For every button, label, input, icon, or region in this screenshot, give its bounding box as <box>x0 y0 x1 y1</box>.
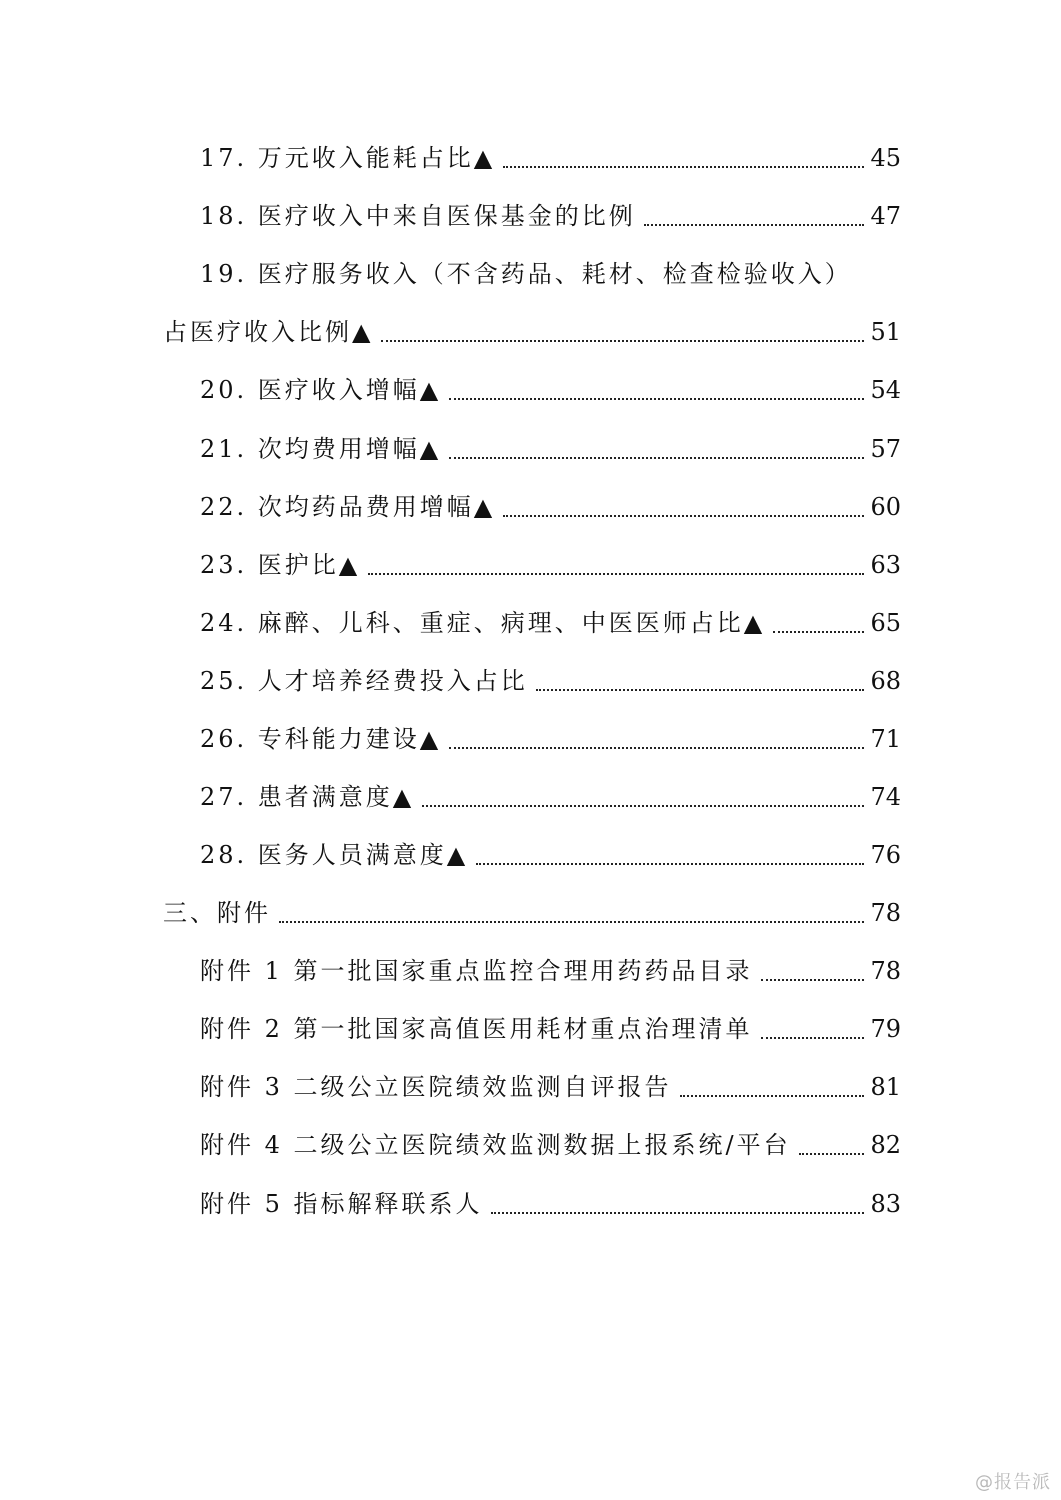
toc-page-number: 65 <box>870 609 901 637</box>
toc-entry[interactable] <box>0 719 1061 759</box>
toc-entry-label: 23. 医护比▲ <box>200 551 361 579</box>
toc-entry[interactable] <box>0 429 1061 469</box>
toc-entry[interactable] <box>0 545 1061 585</box>
toc-entry-label: 24. 麻醉、儿科、重症、病理、中医医师占比▲ <box>200 609 766 637</box>
toc-section[interactable] <box>0 893 1061 933</box>
toc-page-number: 57 <box>870 435 901 463</box>
toc-entry[interactable] <box>0 196 1061 236</box>
toc-section-label: 三、附件 <box>163 899 271 927</box>
toc-page-number: 71 <box>870 725 901 753</box>
toc-page-number: 78 <box>870 957 901 985</box>
dot-leader <box>449 747 864 749</box>
toc-page-number: 82 <box>870 1131 901 1159</box>
toc-entry-label: 附件 3 二级公立医院绩效监测自评报告 <box>200 1073 672 1101</box>
toc-page-number: 63 <box>870 551 901 579</box>
dot-leader <box>491 1212 865 1214</box>
toc-appendix-entry[interactable] <box>0 1125 1061 1165</box>
dot-leader <box>773 631 864 633</box>
dot-leader <box>503 166 864 168</box>
toc-entry-label: 18. 医疗收入中来自医保基金的比例 <box>200 202 636 230</box>
toc-page-number: 54 <box>870 376 901 404</box>
toc-page-number: 51 <box>870 318 901 346</box>
watermark: @报告派 <box>975 1472 1051 1493</box>
toc-appendix-entry[interactable] <box>0 1184 1061 1224</box>
dot-leader <box>381 340 864 342</box>
toc-page-number: 60 <box>870 493 901 521</box>
toc-entry-label: 20. 医疗收入增幅▲ <box>200 376 442 404</box>
dot-leader <box>422 805 864 807</box>
dot-leader <box>680 1095 865 1097</box>
dot-leader <box>644 224 865 226</box>
toc-page-number: 83 <box>870 1190 901 1218</box>
dot-leader <box>476 863 864 865</box>
toc-entry-label-line1[interactable]: 19. 医疗服务收入（不含药品、耗材、检查检验收入） <box>200 260 852 288</box>
toc-entry[interactable] <box>0 138 1061 178</box>
toc-entry-label-line2: 占医疗收入比例▲ <box>163 318 374 346</box>
dot-leader <box>279 921 864 923</box>
toc-page-number: 45 <box>870 144 901 172</box>
toc-page-number: 68 <box>870 667 901 695</box>
toc-entry-label: 22. 次均药品费用增幅▲ <box>200 493 496 521</box>
toc-entry[interactable] <box>0 370 1061 410</box>
toc-entry-label: 附件 1 第一批国家重点监控合理用药药品目录 <box>200 957 753 985</box>
dot-leader <box>449 398 864 400</box>
toc-entry-label: 25. 人才培养经费投入占比 <box>200 667 528 695</box>
toc-entry-label: 26. 专科能力建设▲ <box>200 725 442 753</box>
toc-page-number: 74 <box>870 783 901 811</box>
toc-appendix-entry[interactable] <box>0 1067 1061 1107</box>
toc-entry-label: 17. 万元收入能耗占比▲ <box>200 144 496 172</box>
toc-entry[interactable] <box>0 835 1061 875</box>
toc-entry-label: 附件 2 第一批国家高值医用耗材重点治理清单 <box>200 1015 753 1043</box>
toc-entry[interactable] <box>0 661 1061 701</box>
toc-entry[interactable] <box>0 603 1061 643</box>
toc-appendix-entry[interactable] <box>0 951 1061 991</box>
toc-entry[interactable] <box>0 487 1061 527</box>
dot-leader <box>799 1153 865 1155</box>
toc-page-number: 78 <box>870 899 901 927</box>
toc-page-number: 81 <box>870 1073 901 1101</box>
toc-entry-label: 21. 次均费用增幅▲ <box>200 435 442 463</box>
toc-entry[interactable] <box>0 777 1061 817</box>
toc-appendix-entry[interactable] <box>0 1009 1061 1049</box>
toc-entry-label: 28. 医务人员满意度▲ <box>200 841 469 869</box>
dot-leader <box>368 573 864 575</box>
toc-page-number: 47 <box>870 202 901 230</box>
dot-leader <box>503 515 864 517</box>
dot-leader <box>449 457 864 459</box>
toc-entry[interactable] <box>0 312 1061 352</box>
dot-leader <box>536 689 865 691</box>
toc-page-number: 79 <box>870 1015 901 1043</box>
toc-entry-label: 附件 4 二级公立医院绩效监测数据上报系统/平台 <box>200 1131 791 1159</box>
toc-entry-label: 附件 5 指标解释联系人 <box>200 1190 483 1218</box>
toc-page-number: 76 <box>870 841 901 869</box>
toc-entry-label: 27. 患者满意度▲ <box>200 783 415 811</box>
dot-leader <box>761 979 865 981</box>
dot-leader <box>761 1037 865 1039</box>
